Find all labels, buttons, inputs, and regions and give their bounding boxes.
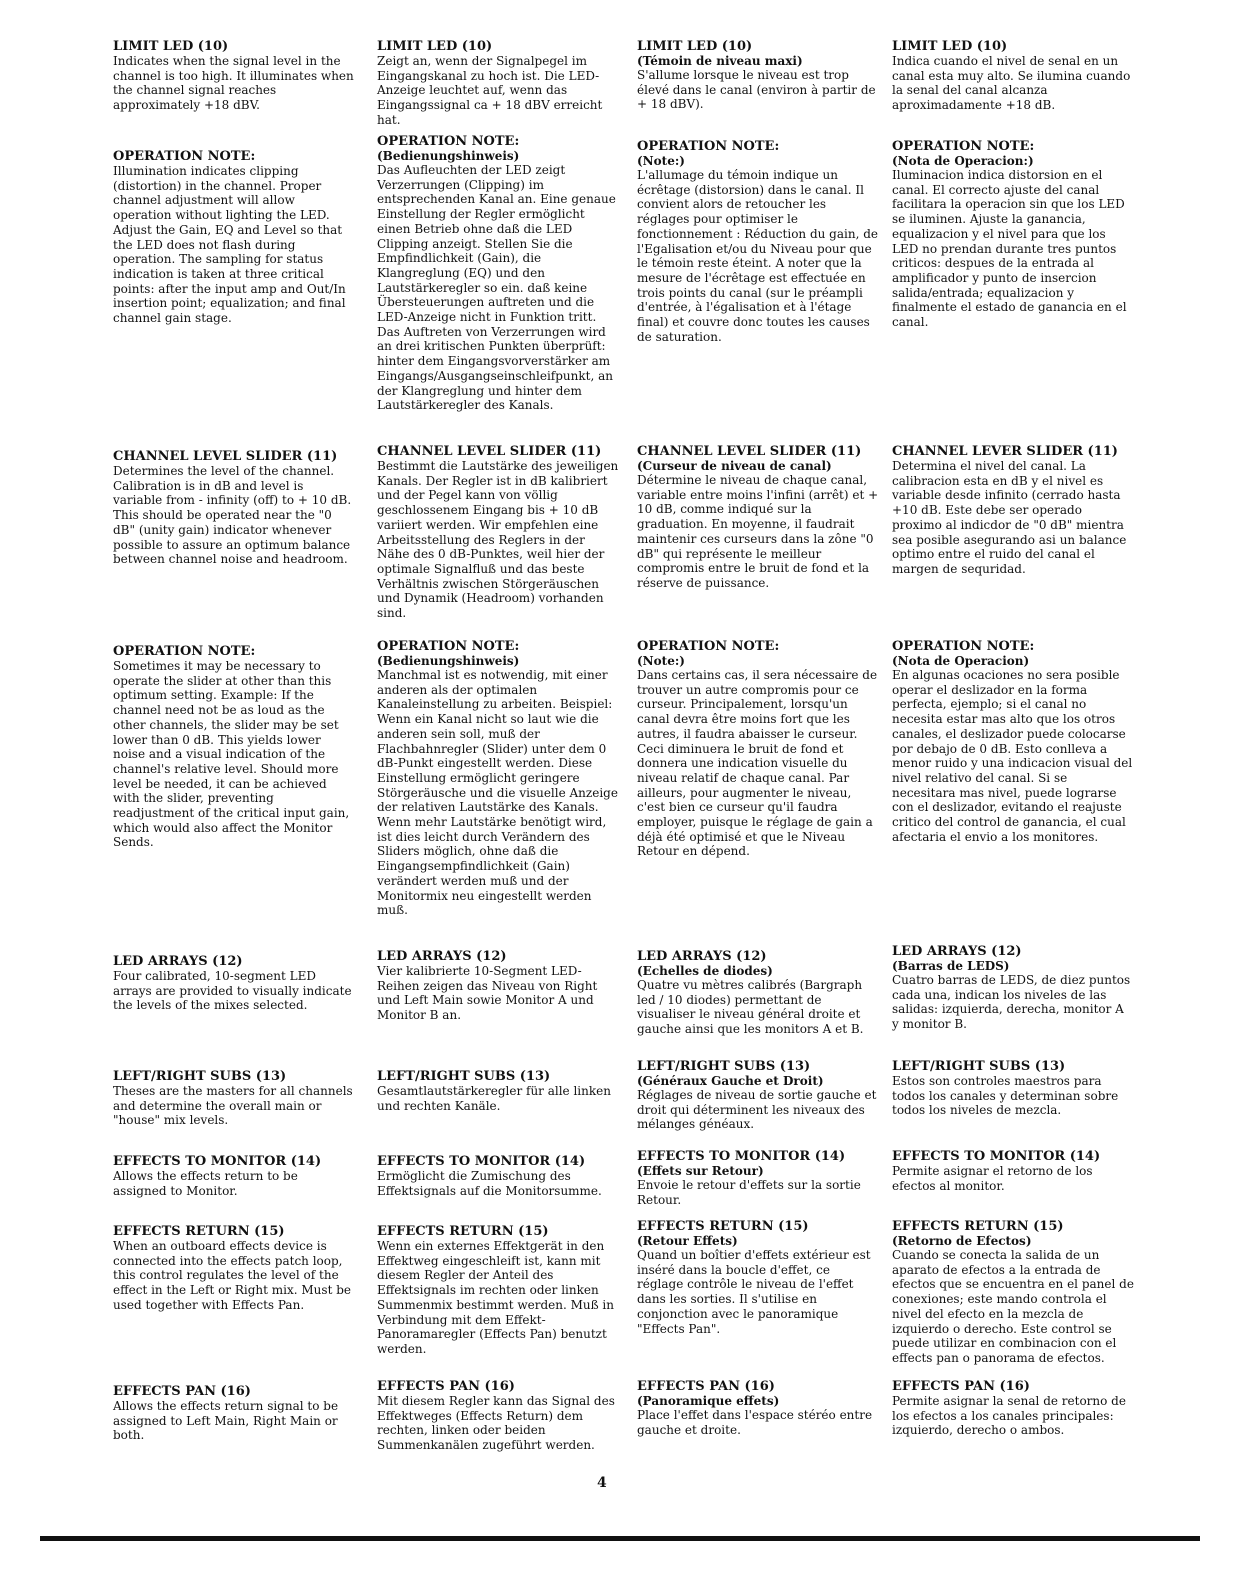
bottom-rule: [40, 1536, 1200, 1541]
section-title: LIMIT LED (10): [377, 39, 493, 54]
section-subtitle: (Effets sur Retour): [637, 1164, 764, 1178]
section-body: Four calibrated, 10-segment LED arrays are provided to visually indicate the levels of the mixes selected.: [113, 969, 352, 1013]
section-body: Dans certains cas, il sera nécessaire de trouver un autre compromis pour ce curseur. Principalement, lorsqu'un canal devra être moins fort que les autres, il faudra abaisser le curseur. Ceci diminuera le bruit de fond et donnera une indication visuelle du niveau relatif de chaque canal. Par ailleurs, pour augmenter le niveau, c'est bien ce curseur qu'il faudra employer, puisque le réglage de gain a déjà été optimisé et que le Niveau Retour en dépend.: [637, 668, 878, 859]
section-title: CHANNEL LEVER SLIDER (11): [892, 444, 1118, 459]
section-body: En algunas ocaciones no sera posible operar el deslizador en la forma perfecta, ejemplo; si el canal no necesita estar mas alto que los otros canales, el deslizador puede colocarse por debajo de 0 dB. Esto conlleva a menor ruido y una indicacion visual del nivel relativo del canal. Si se necesitara mas nivel, puede lograrse con el deslizador, evitando el reajuste critico del control de ganancia, el cual afectaria el envio a los monitores.: [892, 668, 1133, 844]
section-title: LEFT/RIGHT SUBS (13): [637, 1059, 811, 1074]
manual-section: [377, 640, 619, 918]
manual-section: [637, 40, 879, 112]
section-title: LEFT/RIGHT SUBS (13): [113, 1069, 287, 1084]
section-title: EFFECTS TO MONITOR (14): [377, 1154, 586, 1169]
section-body: Cuando se conecta la salida de un aparato de efectos a la entrada de efectos que se encuentra en el panel de conexiones; este mando controla el nivel del efecto en la mezcla de izquierdo o derecho. Este control se puede utilizar en combinacion con el effects pan o panorama de efectos.: [892, 1248, 1134, 1365]
section-title: EFFECTS PAN (16): [637, 1379, 775, 1394]
section-body: Réglages de niveau de sortie gauche et droit qui déterminent les niveaux des mélanges généaux.: [637, 1088, 877, 1132]
section-title: CHANNEL LEVEL SLIDER (11): [637, 444, 862, 459]
manual-section: [113, 955, 355, 1013]
section-body: S'allume lorsque le niveau est trop élevé dans le canal (environ à partir de + 18 dBV).: [637, 68, 876, 112]
manual-section: [637, 640, 879, 859]
section-title: OPERATION NOTE:: [113, 644, 256, 659]
section-body: Indica cuando el nivel de senal en un canal esta muy alto. Se ilumina cuando la senal del canal alcanza aproximadamente +18 dB.: [892, 54, 1131, 113]
section-title: EFFECTS PAN (16): [377, 1379, 515, 1394]
section-title: EFFECTS TO MONITOR (14): [113, 1154, 322, 1169]
section-title: LED ARRAYS (12): [113, 954, 243, 969]
section-subtitle: (Note:): [637, 154, 685, 168]
section-body: L'allumage du témoin indique un écrêtage (distorsion) dans le canal. Il convient alors de retoucher les réglages pour optimiser le fonctionnement : Réduction du gain, de l'Egalisation et/ou du Niveau pour que le témoin reste éteint. A noter que la mesure de l'écrêtage est effectuée en trois points du canal (sur le préampli d'entrée, à l'égalisation et à l'étage final) et couvre donc toutes les causes de saturation.: [637, 168, 878, 344]
section-body: Permite asignar la senal de retorno de los efectos a los canales principales: izquierdo, derecho o ambos.: [892, 1394, 1126, 1438]
manual-section: [113, 645, 355, 850]
manual-section: [113, 1070, 355, 1128]
section-subtitle: (Nota de Operacion:): [892, 154, 1034, 168]
section-body: Wenn ein externes Effektgerät in den Effektweg eingeschleift ist, kann mit diesem Regler der Anteil des Effektsignals im rechten oder linken Summenmix bestimmt werden. Muß in Verbindung mit dem Effekt-Panoramaregler (Effects Pan) benutzt werden.: [377, 1239, 614, 1356]
manual-section: [377, 1070, 619, 1113]
section-body: Quand un boîtier d'effets extérieur est inséré dans la boucle d'effet, ce réglage contrôle le niveau de l'effet dans les sorties. Il s'utilise en conjonction avec le panoramique "Effects Pan".: [637, 1248, 871, 1336]
section-title: CHANNEL LEVEL SLIDER (11): [377, 444, 602, 459]
section-subtitle: (Note:): [637, 654, 685, 668]
section-title: LED ARRAYS (12): [892, 944, 1022, 959]
section-title: LIMIT LED (10): [113, 39, 229, 54]
manual-section: [637, 1220, 879, 1336]
section-body: Allows the effects return signal to be assigned to Left Main, Right Main or both.: [113, 1399, 339, 1443]
section-body: Permite asignar el retorno de los efectos al monitor.: [892, 1164, 1093, 1193]
manual-section: [892, 1060, 1134, 1118]
manual-section: [377, 950, 619, 1023]
section-title: OPERATION NOTE:: [637, 639, 780, 654]
section-body: Iluminacion indica distorsion en el canal. El correcto ajuste del canal facilitara la operacion sin que los LED se iluminen. Ajuste la ganancia, equalizacion y el nivel para que los LED no prendan durante tres puntos criticos: despues de la entrada al amplificador y punto de insercion salida/entrada; equalizacion y finalmente el estado de ganancia en el canal.: [892, 168, 1127, 330]
section-body: Ermöglicht die Zumischung des Effektsignals auf die Monitorsumme.: [377, 1169, 602, 1198]
section-subtitle: (Témoin de niveau maxi): [637, 54, 803, 68]
section-title: LIMIT LED (10): [892, 39, 1008, 54]
section-subtitle: (Retorno de Efectos): [892, 1234, 1032, 1248]
section-body: When an outboard effects device is connected into the effects patch loop, this control regulates the level of the effect in the Left or Right mix. Must be used together with Effects Pan.: [113, 1239, 351, 1312]
section-body: Vier kalibrierte 10-Segment LED-Reihen zeigen das Niveau von Right und Left Main sowie Monitor A und Monitor B an.: [377, 964, 598, 1023]
manual-section: [637, 140, 879, 344]
manual-section: [377, 135, 619, 413]
section-body: Manchmal ist es notwendig, mit einer anderen als der optimalen Kanaleinstellung zu arbeiten. Beispiel: Wenn ein Kanal nicht so laut wie die anderen sein soll, muß der Flachbahnregler (Slider) unter dem 0 dB-Punkt eingestellt werden. Diese Einstellung ermöglicht geringere Störgeräusche und die visuelle Anzeige der relativen Lautstärke des Kanals. Wenn mehr Lautstärke benötigt wird, ist dies leicht durch Verändern des Sliders möglich, ohne daß die Eingangsempfindlichkeit (Gain) verändert werden muß und der Monitormix neu eingestellt werden muß.: [377, 668, 618, 918]
section-body: Mit diesem Regler kann das Signal des Effektweges (Effects Return) dem rechten, linken oder beiden Summenkanälen zugeführt werden.: [377, 1394, 615, 1453]
manual-section: [113, 1155, 355, 1198]
section-subtitle: (Barras de LEDS): [892, 959, 1010, 973]
manual-section: [637, 1060, 879, 1132]
section-title: EFFECTS RETURN (15): [892, 1219, 1064, 1234]
section-title: EFFECTS PAN (16): [113, 1384, 251, 1399]
manual-section: [892, 640, 1134, 844]
section-title: LED ARRAYS (12): [377, 949, 507, 964]
section-title: OPERATION NOTE:: [892, 139, 1035, 154]
section-body: Sometimes it may be necessary to operate the slider at other than this optimum setting. Example: If the channel need not be as loud as the other channels, the slider may be set lower than 0 dB. This yields lower noise and a visual indication of the channel's relative level. Should more level be needed, it can be achieved with the slider, preventing readjustment of the critical input gain, which would also affect the Monitor Sends.: [113, 659, 350, 850]
section-body: Détermine le niveau de chaque canal, variable entre moins l'infini (arrêt) et + 10 dB, comme indiqué sur la graduation. En moyenne, il faudrait maintenir ces curseurs dans la zône "0 dB" qui représente le meilleur compromis entre le bruit de fond et la réserve de puissance.: [637, 473, 879, 590]
section-subtitle: (Nota de Operacion): [892, 654, 1030, 668]
section-subtitle: (Echelles de diodes): [637, 964, 773, 978]
manual-section: [377, 1155, 619, 1198]
section-body: Theses are the masters for all channels and determine the overall main or "house" mix levels.: [113, 1084, 353, 1128]
section-title: CHANNEL LEVEL SLIDER (11): [113, 449, 338, 464]
section-subtitle: (Panoramique effets): [637, 1394, 780, 1408]
manual-section: [113, 40, 355, 113]
manual-section: [377, 1225, 619, 1357]
manual-section: [377, 1380, 619, 1453]
section-body: Place l'effet dans l'espace stéréo entre gauche et droite.: [637, 1408, 873, 1437]
manual-section: [113, 150, 355, 326]
manual-section: [113, 450, 355, 567]
section-title: LEFT/RIGHT SUBS (13): [892, 1059, 1066, 1074]
section-subtitle: (Bedienungshinweis): [377, 654, 520, 668]
manual-section: [377, 445, 619, 621]
section-body: Envoie le retour d'effets sur la sortie Retour.: [637, 1178, 861, 1207]
section-title: LED ARRAYS (12): [637, 949, 767, 964]
manual-section: [637, 445, 879, 591]
section-title: EFFECTS PAN (16): [892, 1379, 1030, 1394]
section-title: OPERATION NOTE:: [892, 639, 1035, 654]
manual-section: [113, 1385, 355, 1443]
section-body: Bestimmt die Lautstärke des jeweiligen Kanals. Der Regler ist in dB kalibriert und der Pegel kann von völlig geschlossenem Eingang bis + 10 dB variiert werden. Wir empfehlen eine Arbeitsstellung des Reglers in der Nähe des 0 dB-Punktes, weil hier der optimale Signalfluß und das beste Verhältnis zwischen Störgeräuschen und Dynamik (Headroom) vorhanden sind.: [377, 459, 619, 621]
manual-section: [113, 1225, 355, 1313]
manual-section: [637, 950, 879, 1037]
section-body: Das Aufleuchten der LED zeigt Verzerrungen (Clipping) im entsprechenden Kanal an. Eine genaue Einstellung der Regler ermöglicht einen Betrieb ohne daß die LED Clipping anzeigt. Stellen Sie die Empfindlichkeit (Gain), die Klangreglung (EQ) und den Lautstärkeregler so ein. daß keine Übersteuerungen auftreten und die LED-Anzeige nicht in Funktion tritt. Das Auftreten von Verzerrungen wird an drei kritischen Punkten überprüft: hinter dem Eingangsvorverstärker am Eingangs/Ausgangseinschleifpunkt, an der Klangreglung und hinter dem Lautstärkeregler des Kanals.: [377, 163, 616, 413]
manual-section: [892, 1150, 1134, 1193]
section-title: LEFT/RIGHT SUBS (13): [377, 1069, 551, 1084]
section-title: LIMIT LED (10): [637, 39, 753, 54]
manual-section: [892, 1380, 1134, 1438]
section-body: Allows the effects return to be assigned to Monitor.: [113, 1169, 298, 1198]
section-subtitle: (Généraux Gauche et Droit): [637, 1074, 824, 1088]
section-body: Estos son controles maestros para todos los canales y determinan sobre todos los niveles de mezcla.: [892, 1074, 1119, 1118]
manual-section: [892, 1220, 1134, 1366]
manual-section: [377, 40, 619, 128]
section-title: OPERATION NOTE:: [113, 149, 256, 164]
section-body: Gesamtlautstärkeregler für alle linken und rechten Kanäle.: [377, 1084, 611, 1113]
section-body: Quatre vu mètres calibrés (Bargraph led / 10 diodes) permettant de visualiser le niveau général droite et gauche ainsi que les monitors A et B.: [637, 978, 864, 1037]
page-number: 4: [597, 1475, 607, 1491]
section-title: OPERATION NOTE:: [377, 134, 520, 149]
manual-section: [637, 1380, 879, 1437]
section-body: Cuatro barras de LEDS, de diez puntos cada una, indican los niveles de las salidas: izquierda, derecha, monitor A y monitor B.: [892, 973, 1131, 1032]
manual-section: [892, 140, 1134, 330]
section-body: Illumination indicates clipping (distortion) in the channel. Proper channel adjustment will allow operation without lighting the LED. Adjust the Gain, EQ and Level so that the LED does not flash during operation. The sampling for status indication is taken at three critical points: after the input amp and Out/In insertion point; equalization; and final channel gain stage.: [113, 164, 346, 326]
section-subtitle: (Retour Effets): [637, 1234, 738, 1248]
section-body: Determina el nivel del canal. La calibracion esta en dB y el nivel es variable desde infinito (cerrado hasta +10 dB. Este debe ser operado proximo al indicdor de "0 dB" mientra sea posible asegurando asi un balance optimo entre el ruido del canal el margen de sequridad.: [892, 459, 1127, 576]
section-subtitle: (Curseur de niveau de canal): [637, 459, 832, 473]
section-title: OPERATION NOTE:: [637, 139, 780, 154]
section-body: Indicates when the signal level in the channel is too high. It illuminates when the channel signal reaches approximately +18 dBV.: [113, 54, 354, 113]
section-title: EFFECTS RETURN (15): [637, 1219, 809, 1234]
section-title: OPERATION NOTE:: [377, 639, 520, 654]
manual-section: [637, 1150, 879, 1207]
section-title: EFFECTS TO MONITOR (14): [637, 1149, 846, 1164]
manual-section: [892, 445, 1134, 577]
manual-section: [892, 945, 1134, 1032]
section-subtitle: (Bedienungshinweis): [377, 149, 520, 163]
section-title: EFFECTS RETURN (15): [113, 1224, 285, 1239]
section-title: EFFECTS RETURN (15): [377, 1224, 549, 1239]
section-title: EFFECTS TO MONITOR (14): [892, 1149, 1101, 1164]
section-body: Zeigt an, wenn der Signalpegel im Eingangskanal zu hoch ist. Die LED-Anzeige leuchtet auf, wenn das Eingangssignal ca + 18 dBV erreicht hat.: [377, 54, 603, 127]
manual-section: [892, 40, 1134, 113]
section-body: Determines the level of the channel. Calibration is in dB and level is variable from - infinity (off) to + 10 dB. This should be operated near the "0 dB" (unity gain) indicator whenever possible to assure an optimum balance between channel noise and headroom.: [113, 464, 352, 567]
